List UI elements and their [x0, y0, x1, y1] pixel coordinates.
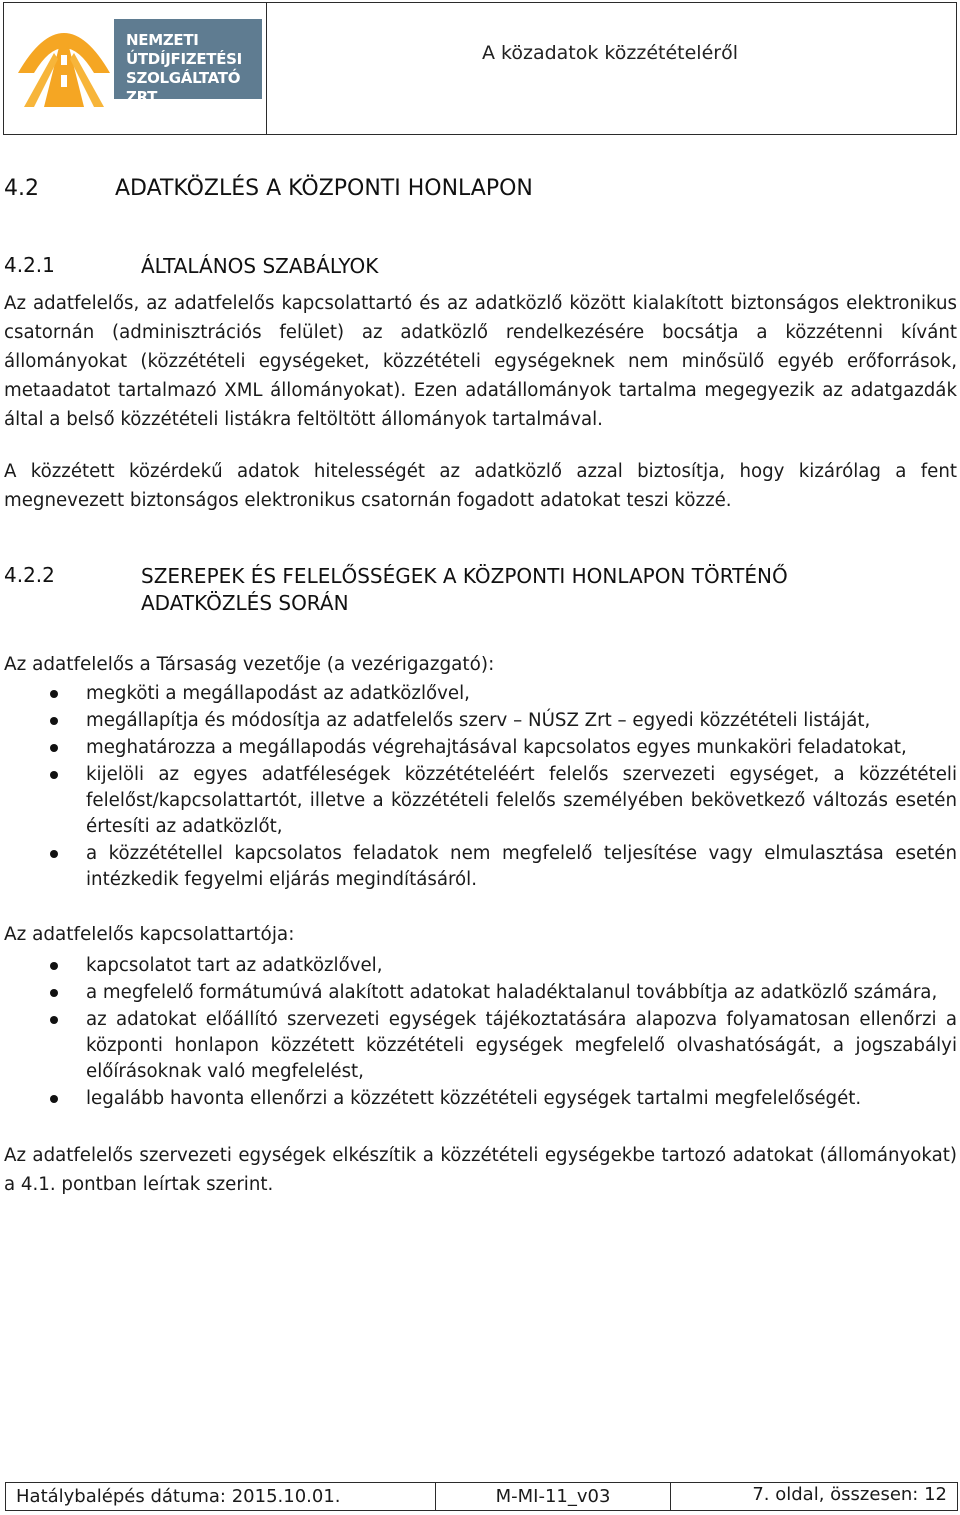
paragraph-2: A közzétett közérdekű adatok hitelességét az adatközlő azzal biztosítja, hogy kizárólag a fent megnevezett biztonságos elektronikus csatornán fogadott adatokat teszi közzé.: [4, 461, 957, 511]
bullet-icon: [50, 989, 58, 997]
section-title: ADATKÖZLÉS A KÖZPONTI HONLAPON: [115, 176, 533, 201]
document-title: A közadatok közzétételéről: [482, 42, 738, 64]
section-heading: [4, 176, 533, 201]
paragraph-1: Az adatfelelős, az adatfelelős kapcsolattartó és az adatközlő között kialakított biztonságos elektronikus csatornán (adminisztrációs felület) az adatközlő rendelkezésére bocsátja a közzétenni kívánt állományokat (közzétételi egységeket, közzétételi egységeknek nem minősülő egyéb erőforrások, metaadatot tartalmazó XML állományokat). Ezen adatállományok tartalma megegyezik az adatgazdák által a belső közzétételi listákra feltöltött állományok tartalmával.: [4, 293, 957, 430]
closing-paragraph: Az adatfelelős szervezeti egységek elkészítik a közzétételi egységekbe tartozó adatokat (állományokat) a 4.1. pontban leírtak szerint.: [4, 1145, 957, 1195]
subsection-heading-1: [4, 253, 861, 280]
list-item: meghatározza a megállapodás végrehajtásával kapcsolatos egyes munkaköri feladatokat,: [0, 735, 957, 761]
page-number: 7. oldal, összesen: 12: [752, 1484, 947, 1505]
bullet-icon: [50, 771, 58, 779]
list-item: megköti a megállapodást az adatközlővel,: [0, 681, 957, 707]
list-item: legalább havonta ellenőrzi a közzétett közzétételi egységek tartalmi megfelelőségét.: [0, 1086, 957, 1112]
bullet-icon: [50, 1095, 58, 1103]
list-item: a megfelelő formátumúvá alakított adatokat haladéktalanul továbbítja az adatközlő számára,: [0, 980, 957, 1006]
list-item: a közzététellel kapcsolatos feladatok nem megfelelő teljesítése vagy elmulasztása esetén intézkedik fegyelmi eljárás megindításáról.: [0, 841, 957, 893]
bullet-icon: [50, 717, 58, 725]
subsection-title: ÁLTALÁNOS SZABÁLYOK: [141, 254, 379, 278]
bullet-icon: [50, 690, 58, 698]
bullet-icon: [50, 850, 58, 858]
effective-date: Hatálybalépés dátuma: 2015.10.01.: [6, 1483, 436, 1510]
list-item: kapcsolatot tart az adatközlővel,: [0, 953, 957, 979]
logo-cell: [4, 3, 267, 134]
list-item: az adatokat előállító szervezeti egységek tájékoztatására alapozva folyamatosan ellenőrzi a központi honlapon közzétett közzétételi egységek megfelelő olvashatóságát, a jogszabályi előírásoknak való megfelelést,: [0, 1007, 957, 1085]
page-header: [3, 2, 957, 135]
subsection-title: SZEREPEK ÉS FELELŐSSÉGEK A KÖZPONTI HONLAPON TÖRTÉNŐ ADATKÖZLÉS SORÁN: [141, 564, 788, 615]
role-heading-manager: Az adatfelelős a Társaság vezetője (a vezérigazgató):: [4, 654, 495, 675]
subsection-number: 4.2.2: [4, 563, 55, 587]
section-number: 4.2: [4, 176, 39, 201]
subsection-heading-2: [4, 563, 861, 617]
role-heading-contact: Az adatfelelős kapcsolattartója:: [4, 924, 295, 945]
bullet-icon: [50, 1016, 58, 1024]
page-footer: [5, 1482, 958, 1511]
subsection-number: 4.2.1: [4, 253, 55, 277]
logo-wordmark: NEMZETI ÚTDÍJFIZETÉSI SZOLGÁLTATÓ ZRT.: [126, 31, 242, 106]
contact-duties-list: [0, 953, 957, 1113]
bullet-icon: [50, 744, 58, 752]
manager-duties-list: [0, 681, 957, 894]
list-item: kijelöli az egyes adatféleségek közzétételéért felelős szervezeti egységet, a közzétételi felelőst/kapcsolattartót, illetve a közzétételi felelős személyében bekövetkező változás esetén értesíti az adatközlőt,: [0, 762, 957, 840]
bullet-icon: [50, 962, 58, 970]
list-item: megállapítja és módosítja az adatfelelős szerv – NÚSZ Zrt – egyedi közzétételi listáját,: [0, 708, 957, 734]
document-id: M-MI-11_v03: [436, 1483, 671, 1510]
